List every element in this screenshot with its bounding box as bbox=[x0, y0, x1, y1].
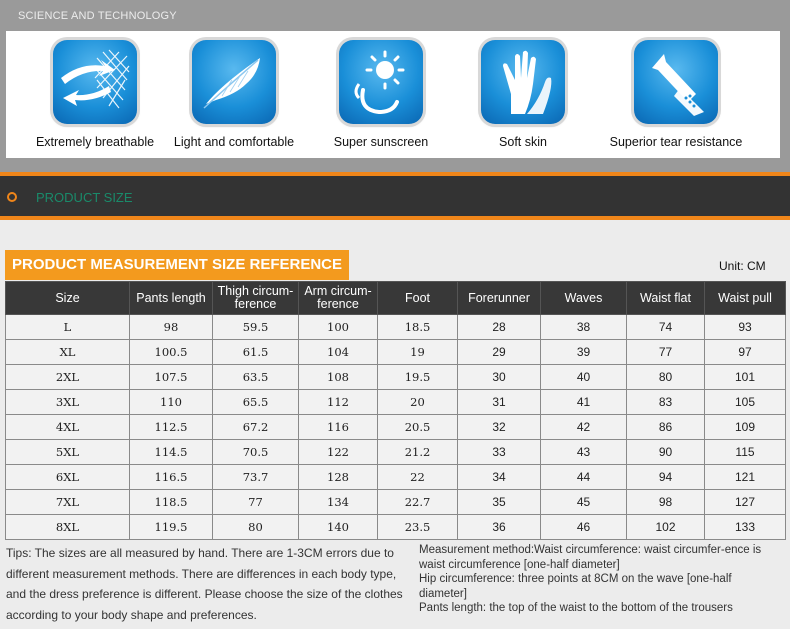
feature-label: Extremely breathable bbox=[35, 135, 155, 149]
table-cell: 30 bbox=[458, 365, 541, 390]
table-cell: 114.5 bbox=[130, 440, 213, 465]
table-cell: 112 bbox=[299, 390, 378, 415]
table-cell: 94 bbox=[627, 465, 705, 490]
circle-bullet-icon bbox=[7, 192, 17, 202]
table-cell: 110 bbox=[130, 390, 213, 415]
table-cell: 77 bbox=[213, 490, 299, 515]
table-cell: 20 bbox=[378, 390, 458, 415]
measurement-line: Pants length: the top of the waist to the bottom of the trousers bbox=[419, 602, 733, 614]
unit-label: Unit: CM bbox=[719, 259, 766, 273]
table-cell: 6XL bbox=[6, 465, 130, 490]
table-header-row bbox=[6, 282, 786, 315]
table-cell: 140 bbox=[299, 515, 378, 540]
table-cell: 18.5 bbox=[378, 315, 458, 340]
science-title: SCIENCE AND TECHNOLOGY bbox=[18, 10, 177, 22]
feature-label: Super sunscreen bbox=[333, 135, 429, 149]
table-cell: 90 bbox=[627, 440, 705, 465]
table-cell: 105 bbox=[705, 390, 786, 415]
table-cell: 23.5 bbox=[378, 515, 458, 540]
table-cell: 36 bbox=[458, 515, 541, 540]
table-cell: 127 bbox=[705, 490, 786, 515]
table-body bbox=[6, 315, 786, 540]
divider bbox=[0, 172, 790, 176]
table-cell: 7XL bbox=[6, 490, 130, 515]
feature-light bbox=[169, 31, 299, 158]
feature-label: Soft skin bbox=[499, 135, 547, 149]
column-header: Foot bbox=[378, 282, 458, 315]
feature-breathable bbox=[30, 31, 160, 158]
table-cell: 73.7 bbox=[213, 465, 299, 490]
table-cell: 108 bbox=[299, 365, 378, 390]
table-cell: 32 bbox=[458, 415, 541, 440]
table-cell: 74 bbox=[627, 315, 705, 340]
features-panel bbox=[6, 31, 780, 158]
table-cell: 133 bbox=[705, 515, 786, 540]
table-cell: 116.5 bbox=[130, 465, 213, 490]
table-cell: 115 bbox=[705, 440, 786, 465]
table-cell: 134 bbox=[299, 490, 378, 515]
table-row bbox=[6, 490, 786, 515]
table-cell: 61.5 bbox=[213, 340, 299, 365]
divider bbox=[0, 216, 790, 220]
table-cell: 63.5 bbox=[213, 365, 299, 390]
table-cell: 97 bbox=[705, 340, 786, 365]
table-cell: 8XL bbox=[6, 515, 130, 540]
table-cell: 42 bbox=[541, 415, 627, 440]
table-cell: 80 bbox=[627, 365, 705, 390]
feature-tear-resistance bbox=[611, 31, 741, 158]
measurement-method bbox=[419, 543, 771, 616]
table-cell: 39 bbox=[541, 340, 627, 365]
table-row bbox=[6, 440, 786, 465]
table-cell: 98 bbox=[627, 490, 705, 515]
table-cell: 21.2 bbox=[378, 440, 458, 465]
table-cell: 102 bbox=[627, 515, 705, 540]
measurement-line: Measurement method:Waist circumference: waist circumfer-ence is waist circumference [one-half diameter] bbox=[419, 544, 762, 571]
table-cell: 22 bbox=[378, 465, 458, 490]
table-cell: 98 bbox=[130, 315, 213, 340]
table-cell: 3XL bbox=[6, 390, 130, 415]
table-cell: 109 bbox=[705, 415, 786, 440]
table-cell: 31 bbox=[458, 390, 541, 415]
table-row bbox=[6, 340, 786, 365]
table-cell: 20.5 bbox=[378, 415, 458, 440]
breathable-mesh-icon bbox=[53, 40, 137, 124]
feature-label: Superior tear resistance bbox=[609, 135, 743, 149]
table-cell: 22.7 bbox=[378, 490, 458, 515]
table-cell: 107.5 bbox=[130, 365, 213, 390]
table-cell: 119.5 bbox=[130, 515, 213, 540]
table-cell: 93 bbox=[705, 315, 786, 340]
table-cell: 104 bbox=[299, 340, 378, 365]
table-cell: 122 bbox=[299, 440, 378, 465]
size-table bbox=[5, 281, 786, 540]
table-cell: 46 bbox=[541, 515, 627, 540]
measurement-line: Hip circumference: three points at 8CM on the wave [one-half diameter] bbox=[419, 573, 732, 600]
table-row bbox=[6, 390, 786, 415]
column-header: Thigh circum-ference bbox=[213, 282, 299, 315]
table-cell: 33 bbox=[458, 440, 541, 465]
table-row bbox=[6, 465, 786, 490]
table-cell: 38 bbox=[541, 315, 627, 340]
table-row bbox=[6, 415, 786, 440]
table-cell: 116 bbox=[299, 415, 378, 440]
table-cell: 100 bbox=[299, 315, 378, 340]
table-cell: 77 bbox=[627, 340, 705, 365]
tear-resistance-icon bbox=[634, 40, 718, 124]
table-row bbox=[6, 315, 786, 340]
table-cell: 19 bbox=[378, 340, 458, 365]
table-row bbox=[6, 365, 786, 390]
column-header: Arm circum-ference bbox=[299, 282, 378, 315]
tips-text: Tips: The sizes are all measured by hand. There are 1-3CM errors due to different measurement methods. There are differences in each body type, and the dress preference is different. Please choose the size of the clothes according to your body shape and preferences. bbox=[6, 546, 403, 622]
feature-soft-skin bbox=[458, 31, 588, 158]
column-header: Size bbox=[6, 282, 130, 315]
table-cell: 121 bbox=[705, 465, 786, 490]
table-cell: 28 bbox=[458, 315, 541, 340]
table-cell: 112.5 bbox=[130, 415, 213, 440]
table-cell: 45 bbox=[541, 490, 627, 515]
table-cell: XL bbox=[6, 340, 130, 365]
table-cell: L bbox=[6, 315, 130, 340]
table-cell: 41 bbox=[541, 390, 627, 415]
column-header: Waist pull bbox=[705, 282, 786, 315]
table-cell: 70.5 bbox=[213, 440, 299, 465]
table-cell: 59.5 bbox=[213, 315, 299, 340]
table-cell: 43 bbox=[541, 440, 627, 465]
table-cell: 101 bbox=[705, 365, 786, 390]
table-cell: 128 bbox=[299, 465, 378, 490]
table-cell: 2XL bbox=[6, 365, 130, 390]
table-cell: 86 bbox=[627, 415, 705, 440]
table-cell: 100.5 bbox=[130, 340, 213, 365]
feature-sunscreen bbox=[316, 31, 446, 158]
feature-label: Light and comfortable bbox=[173, 135, 295, 149]
feather-icon bbox=[192, 40, 276, 124]
product-size-title: PRODUCT SIZE bbox=[36, 190, 133, 205]
table-cell: 5XL bbox=[6, 440, 130, 465]
table-cell: 29 bbox=[458, 340, 541, 365]
column-header: Waves bbox=[541, 282, 627, 315]
column-header: Pants length bbox=[130, 282, 213, 315]
table-cell: 40 bbox=[541, 365, 627, 390]
table-cell: 4XL bbox=[6, 415, 130, 440]
table-cell: 35 bbox=[458, 490, 541, 515]
table-cell: 65.5 bbox=[213, 390, 299, 415]
table-cell: 83 bbox=[627, 390, 705, 415]
table-cell: 19.5 bbox=[378, 365, 458, 390]
reference-title: PRODUCT MEASUREMENT SIZE REFERENCE bbox=[5, 250, 349, 280]
table-cell: 67.2 bbox=[213, 415, 299, 440]
table-cell: 118.5 bbox=[130, 490, 213, 515]
hands-icon bbox=[481, 40, 565, 124]
table-cell: 80 bbox=[213, 515, 299, 540]
sun-icon bbox=[339, 40, 423, 124]
table-row bbox=[6, 515, 786, 540]
column-header: Waist flat bbox=[627, 282, 705, 315]
column-header: Forerunner bbox=[458, 282, 541, 315]
table-cell: 44 bbox=[541, 465, 627, 490]
table-cell: 34 bbox=[458, 465, 541, 490]
